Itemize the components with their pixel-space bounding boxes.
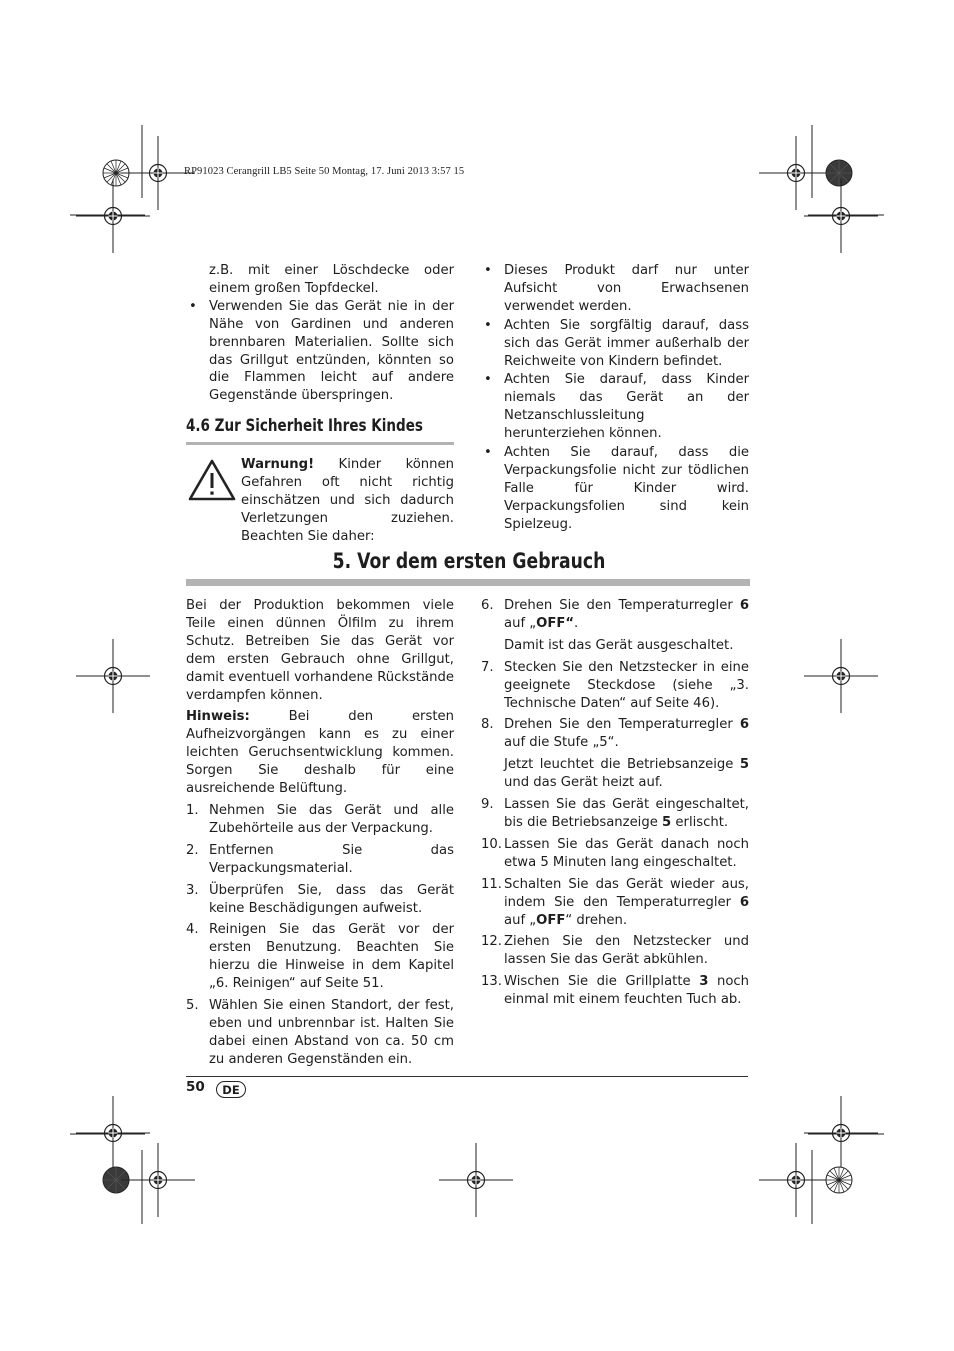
left-bottom-column xyxy=(186,597,454,1073)
steps-list-right-3 xyxy=(481,796,749,1009)
step-8-note: Jetzt leuchtet die Betriebsanzeige 5 und das Gerät heizt auf. xyxy=(504,757,749,791)
page-number: 50 xyxy=(186,1079,205,1095)
print-slug: RP91023 Cerangrill LB5 Seite 50 Montag, 17. Juni 2013 3:57 15 xyxy=(184,166,465,177)
left-top-column xyxy=(186,262,454,406)
right-bottom-column xyxy=(481,597,749,1013)
list-item: 2. Entfernen Sie das Verpackungsmaterial. xyxy=(186,842,454,876)
list-item: 6. Drehen Sie den Temperaturregler 6 auf „OFF“. xyxy=(481,598,749,631)
list-item: 10. Lassen Sie das Gerät danach noch etwa 5 Minuten lang eingeschaltet. xyxy=(481,836,749,870)
note-label: Hinweis: xyxy=(186,709,250,725)
right-top-column xyxy=(481,262,749,535)
steps-list-right xyxy=(481,597,749,633)
continuation-text: z.B. mit einer Löschdecke oder einem großen Topfdeckel. xyxy=(209,263,454,296)
list-item: 12. Ziehen Sie den Netzstecker und lassen Sie das Gerät abkühlen. xyxy=(481,934,749,968)
list-item: • Achten Sie sorgfältig darauf, dass sich das Gerät immer außerhalb der Reichweite von Kindern befindet. xyxy=(481,317,749,371)
warning-text xyxy=(241,456,454,546)
step-6-note: Damit ist das Gerät ausgeschaltet. xyxy=(504,637,734,653)
list-item: 13. Wischen Sie die Grillplatte 3 noch einmal mit einem feuchten Tuch ab. xyxy=(481,974,749,1008)
warning-label: Warnung! xyxy=(241,457,315,472)
steps-list-left xyxy=(186,802,454,1069)
list-item: • Dieses Produkt darf nur unter Aufsicht von Erwachsenen verwendet werden. xyxy=(481,262,749,316)
list-item: 11. Schalten Sie das Gerät wieder aus, indem Sie den Temperaturregler 6 auf „OFF“ drehen. xyxy=(481,876,749,928)
warning-triangle-icon xyxy=(187,458,237,502)
bullet-list xyxy=(186,298,454,405)
list-item: 3. Überprüfen Sie, dass das Gerät keine Beschädigungen aufweist. xyxy=(186,882,454,916)
list-item: • Verwenden Sie das Gerät nie in der Nähe von Gardinen und anderen brennbaren Materialien. Sollte sich das Grillgut entzünden, könnten so die Flammen leicht auf andere Gegenstände überspringen. xyxy=(186,298,454,405)
list-item: 1. Nehmen Sie das Gerät und alle Zubehörteile aus der Verpackung. xyxy=(186,802,454,836)
list-item: 7. Stecken Sie den Netzstecker in eine geeignete Steckdose (siehe „3. Technische Daten“ auf Seite 46). xyxy=(481,659,749,711)
section-heading-4-6: 4.6 Zur Sicherheit Ihres Kindes xyxy=(186,416,423,435)
chapter-heading-5: 5. Vor dem ersten Gebrauch xyxy=(332,549,606,573)
chapter-rule xyxy=(186,579,750,586)
warning-body: Kinder können Gefahren oft nicht richtig einschätzen und sich dadurch Verletzungen zuziehen. Beachten Sie daher: xyxy=(241,457,454,544)
intro-paragraph: Bei der Produktion bekommen viele Teile einen dünnen Ölfilm zu ihrem Schutz. Betreiben Sie das Gerät vor dem ersten Gebrauch ohne Grillgut, damit eventuell vorhandene Rückstände verdampfen können. xyxy=(186,598,454,703)
footer-rule xyxy=(186,1076,748,1077)
list-item: 9. Lassen Sie das Gerät eingeschaltet, bis die Betriebsanzeige 5 erlischt. xyxy=(481,797,749,830)
heading-rule xyxy=(186,442,454,445)
language-badge: DE xyxy=(216,1081,246,1098)
list-item: 4. Reinigen Sie das Gerät vor der ersten Benutzung. Beachten Sie hierzu die Hinweise in dem Kapitel „6. Reinigen“ auf Seite 51. xyxy=(186,922,454,992)
note-paragraph xyxy=(186,708,454,798)
note-body: Bei den ersten Aufheizvorgängen kann es zu einer leichten Geruchsentwicklung kommen. Sorgen Sie deshalb für eine ausreichende Belüftung. xyxy=(186,709,454,797)
list-item: 8. Drehen Sie den Temperaturregler 6 auf die Stufe „5“. xyxy=(481,717,749,751)
bullet-list-children xyxy=(481,262,749,534)
steps-list-right-2 xyxy=(481,659,749,753)
list-item: • Achten Sie darauf, dass die Verpackungsfolie nicht zur tödlichen Falle für Kinder wird. Verpackungsfolien sind kein Spielzeug. xyxy=(481,444,749,534)
list-item: • Achten Sie darauf, dass Kinder niemals das Gerät an der Netzanschlussleitung herunterziehen können. xyxy=(481,371,749,443)
list-item: 5. Wählen Sie einen Standort, der fest, eben und unbrennbar ist. Halten Sie dabei einen Abstand von ca. 50 cm zu anderen Gegenständen ein. xyxy=(186,998,454,1067)
